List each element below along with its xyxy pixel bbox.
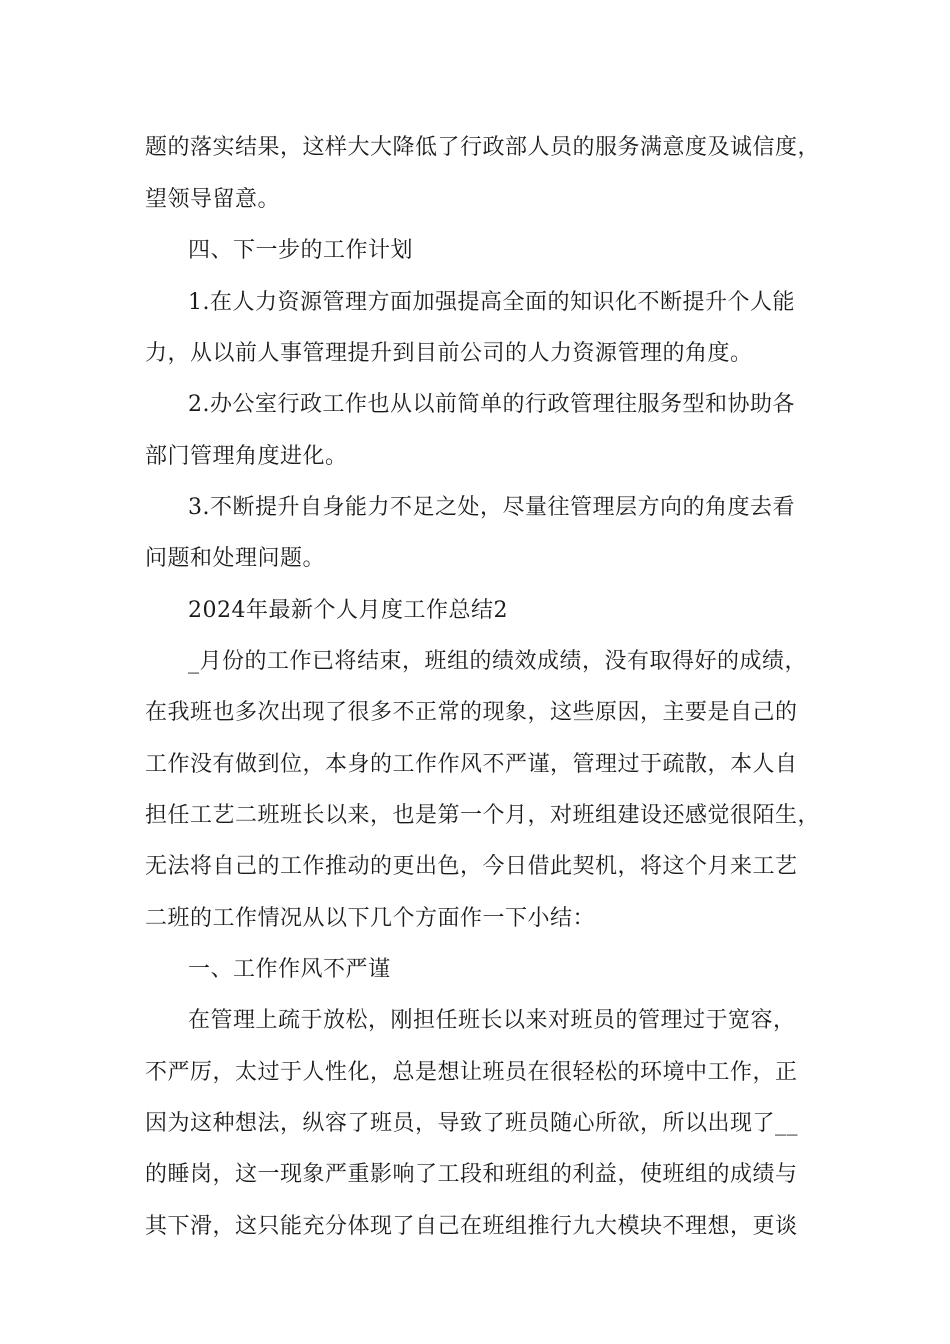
text-line: 无法将自己的工作推动的更出色，今日借此契机，将这个月来工艺: [145, 854, 798, 879]
text-line: 担任工艺二班班长以来，也是第一个月，对班组建设还感觉很陌生，: [145, 803, 821, 828]
text-line: 在我班也多次出现了很多不正常的现象，这些原因，主要是自己的: [145, 700, 798, 725]
section-heading: 四、下一步的工作计划: [188, 238, 414, 263]
text-line: 二班的工作情况从以下几个方面作一下小结：: [145, 906, 596, 931]
list-item: 3.不断提升自身能力不足之处，尽量往管理层方向的角度去看: [188, 495, 795, 520]
text-line: 望领导留意。: [145, 187, 281, 212]
text-line: 因为这种想法，纵容了班员，导致了班员随心所欲，所以出现了__: [145, 1111, 799, 1136]
text-line: 部门管理角度进化。: [145, 444, 348, 469]
text-line: 的睡岗，这一现象严重影响了工段和班组的利益，使班组的成绩与: [145, 1162, 798, 1187]
list-item: 2.办公室行政工作也从以前简单的行政管理往服务型和协助各: [188, 392, 795, 417]
text-line: 其下滑，这只能充分体现了自己在班组推行九大模块不理想，更谈: [145, 1214, 798, 1239]
text-line: 在管理上疏于放松，刚担任班长以来对班员的管理过于宽容，: [188, 1008, 796, 1033]
section-title: 2024年最新个人月度工作总结2: [188, 598, 508, 623]
text-line: 题的落实结果，这样大大降低了行政部人员的服务满意度及诚信度，: [145, 135, 821, 160]
text-line: 不严厉，太过于人性化，总是想让班员在很轻松的环境中工作，正: [145, 1060, 798, 1085]
text-line: 工作没有做到位，本身的工作作风不严谨，管理过于疏散，本人自: [145, 752, 798, 777]
list-item: 1.在人力资源管理方面加强提高全面的知识化不断提升个人能: [188, 290, 795, 315]
text-line: 力，从以前人事管理提升到目前公司的人力资源管理的角度。: [145, 341, 753, 366]
text-line: 问题和处理问题。: [145, 546, 326, 571]
text-line: _月份的工作已将结束，班组的绩效成绩，没有取得好的成绩，: [188, 649, 808, 674]
section-heading: 一、工作作风不严谨: [188, 957, 391, 982]
